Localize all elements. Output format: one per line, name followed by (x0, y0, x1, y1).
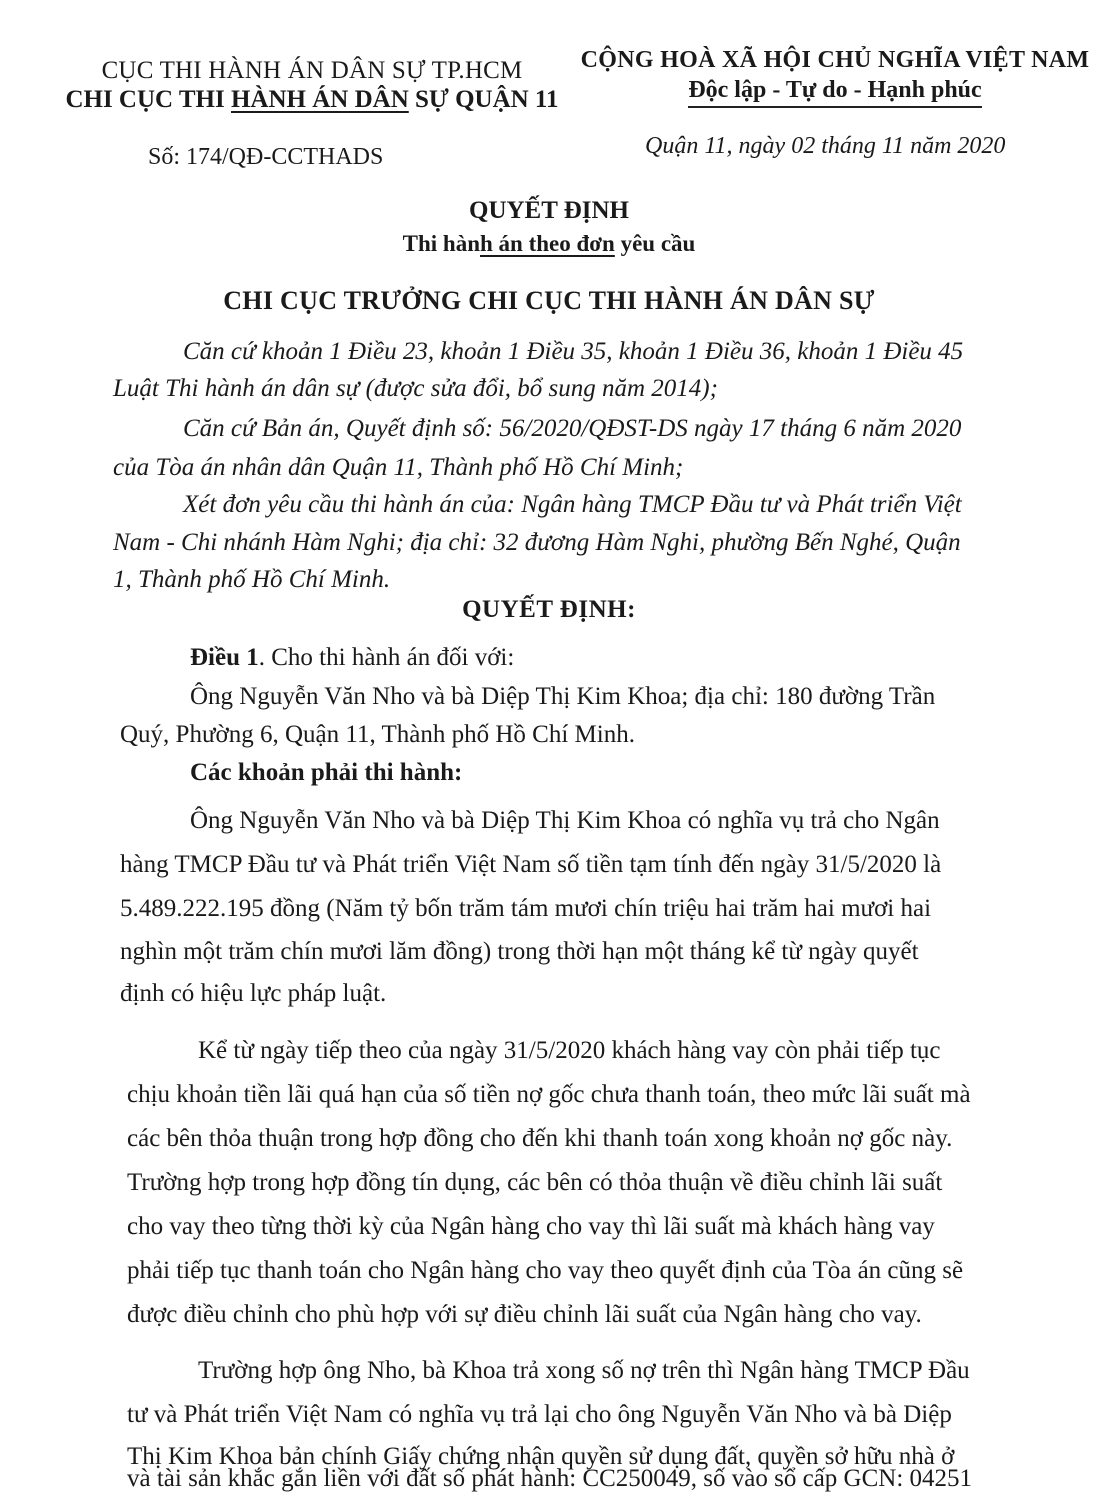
preamble-line: của Tòa án nhân dân Quận 11, Thành phố Hồ Chí Minh; (113, 454, 684, 481)
paragraph-line: 5.489.222.195 đồng (Năm tỷ bốn trăm tám mươi chín triệu hai trăm hai mươi hai (120, 895, 932, 922)
paragraph-line: tư và Phát triển Việt Nam có nghĩa vụ trả lại cho ông Nguyễn Văn Nho và bà Diệp (127, 1401, 952, 1428)
paragraph-line: cho vay theo từng thời kỳ của Ngân hàng cho vay thì lãi suất mà khách hàng vay (127, 1213, 935, 1240)
article-1-line: Điều 1. Cho thi hành án đối với: (190, 644, 515, 671)
article-1-label: Điều 1 (190, 644, 259, 671)
preamble-line: Nam - Chi nhánh Hàm Nghi; địa chỉ: 32 đương Hàm Nghi, phường Bến Nghé, Quận (113, 529, 961, 556)
preamble-line: Luật Thi hành án dân sự (được sửa đổi, bổ sung năm 2014); (113, 375, 718, 402)
obligations-heading: Các khoản phải thi hành: (190, 759, 463, 786)
paragraph-line: Trường hợp ông Nho, bà Khoa trả xong số nợ trên thì Ngân hàng TMCP Đầu (198, 1357, 970, 1384)
paragraph-line: hàng TMCP Đầu tư và Phát triển Việt Nam số tiền tạm tính đến ngày 31/5/2020 là (120, 851, 942, 878)
paragraph-line: định có hiệu lực pháp luật. (120, 980, 387, 1007)
paragraph-line: chịu khoản tiền lãi quá hạn của số tiền nợ gốc chưa thanh toán, theo mức lãi suất mà (127, 1081, 971, 1108)
document-date: Quận 11, ngày 02 tháng 11 năm 2020 (645, 133, 1006, 159)
paragraph-line: Kể từ ngày tiếp theo của ngày 31/5/2020 khách hàng vay còn phải tiếp tục (198, 1037, 941, 1064)
nation-name: CỘNG HOÀ XÃ HỘI CHỦ NGHĨA VIỆT NAM (580, 47, 1090, 73)
preamble-line: Xét đơn yêu cầu thi hành án của: Ngân hàng TMCP Đầu tư và Phát triển Việt (183, 491, 962, 518)
article-1-line: Ông Nguyễn Văn Nho và bà Diệp Thị Kim Khoa; địa chỉ: 180 đường Trần (190, 683, 936, 710)
parent-agency-name: CỤC THI HÀNH ÁN DÂN SỰ TP.HCM (101, 57, 523, 84)
paragraph-line: và tài sản khắc gắn liền với đất số phát hành: CC250049, số vào sổ cấp GCN: 04251 (127, 1465, 973, 1492)
paragraph-line: Ông Nguyễn Văn Nho và bà Diệp Thị Kim Khoa có nghĩa vụ trả cho Ngân (190, 807, 940, 834)
preamble-line: Căn cứ Bản án, Quyết định số: 56/2020/QĐST-DS ngày 17 tháng 6 năm 2020 (183, 415, 962, 442)
document-title: QUYẾT ĐỊNH (469, 197, 629, 224)
paragraph-line: các bên thỏa thuận trong hợp đồng cho đến khi thanh toán xong khoản nợ gốc này. (127, 1125, 953, 1152)
paragraph-line: nghìn một trăm chín mươi lăm đồng) trong thời hạn một tháng kể từ ngày quyết (120, 938, 919, 965)
paragraph-line: phải tiếp tục thanh toán cho Ngân hàng cho vay theo quyết định của Tòa án cũng sẽ (127, 1257, 964, 1284)
sub-agency-name: CHI CỤC THI HÀNH ÁN DÂN SỰ QUẬN 11 (65, 86, 559, 113)
issuing-agency-block (62, 58, 562, 112)
document-subtitle: Thi hành án theo đơn yêu cầu (402, 231, 696, 256)
paragraph-line: Thị Kim Khoa bản chính Giấy chứng nhận quyền sử dụng đất, quyền sở hữu nhà ở (127, 1443, 955, 1470)
nation-motto: Độc lập - Tự do - Hạnh phúc (688, 78, 981, 108)
preamble-line: 1, Thành phố Hồ Chí Minh. (113, 566, 391, 593)
paragraph-line: Trường hợp trong hợp đồng tín dụng, các bên có thỏa thuận về điều chỉnh lãi suất (127, 1169, 943, 1196)
preamble-line: Căn cứ khoản 1 Điều 23, khoản 1 Điều 35, khoản 1 Điều 36, khoản 1 Điều 45 (183, 338, 964, 365)
issuer-title: CHI CỤC TRƯỞNG CHI CỤC THI HÀNH ÁN DÂN SỰ (223, 286, 875, 315)
document-number: Số: 174/QĐ-CCTHADS (148, 144, 384, 170)
national-motto-block (575, 48, 1095, 108)
decision-heading: QUYẾT ĐỊNH: (462, 596, 636, 623)
paragraph-line: được điều chỉnh cho phù hợp với sự điều chỉnh lãi suất của Ngân hàng cho vay. (127, 1301, 922, 1328)
article-1-line: Quý, Phường 6, Quận 11, Thành phố Hồ Chí Minh. (120, 721, 635, 748)
